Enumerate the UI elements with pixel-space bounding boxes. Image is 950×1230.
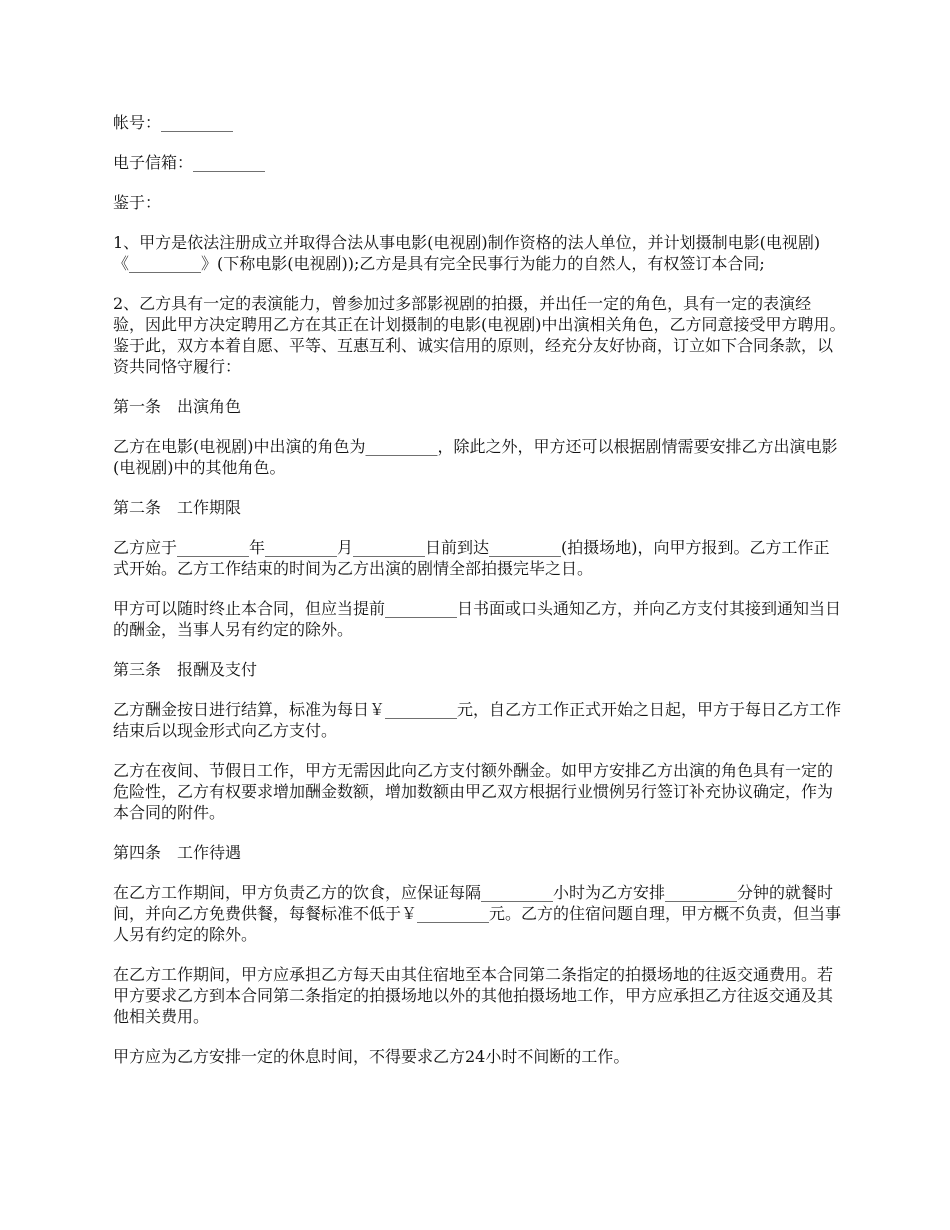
- article-3-body-2: 乙方在夜间、节假日工作，甲方无需因此向乙方支付额外酬金。如甲方安排乙方出演的角色具有一定的危险性，乙方有权要求增加酬金数额，增加数额由甲乙双方根据行业惯例另行签订补充协议确定，作为本合同的附件。: [113, 761, 834, 822]
- whereas-heading: 鉴于：: [113, 193, 162, 212]
- article-3-title: 第三条 报酬及支付: [113, 660, 258, 679]
- document-page: [113, 112, 870, 1086]
- article-3-body-1: 乙方酬金按日进行结算，标准为每日￥_________元，自乙方工作正式开始之日起，甲方于每日乙方工作结束后以现金形式向乙方支付。: [113, 700, 842, 740]
- whereas-clause-2: 2、乙方具有一定的表演能力，曾参加过多部影视剧的拍摄，并出任一定的角色，具有一定的表演经验，因此甲方决定聘用乙方在其正在计划摄制的电影(电视剧)中出演相关角色，乙方同意接受甲方聘用。 鉴于此，双方本着自愿、平等、互惠互利、诚实信用的原则，经充分友好协商，订立如下合同条款，以资共同恪守履行：: [113, 294, 870, 376]
- article-4-body-2: 在乙方工作期间，甲方应承担乙方每天由其住宿地至本合同第二条指定的拍摄场地的往返交通费用。若甲方要求乙方到本合同第二条指定的拍摄场地以外的其他拍摄场地工作，甲方应承担乙方往返交通及其他相关费用。: [113, 965, 834, 1026]
- article-4-body-3: 甲方应为乙方安排一定的休息时间，不得要求乙方24小时不间断的工作。: [113, 1047, 630, 1066]
- article-1-body: 乙方在电影(电视剧)中出演的角色为_________，除此之外，甲方还可以根据剧情需要安排乙方出演电影(电视剧)中的其他角色。: [113, 437, 838, 477]
- email-line: 电子信箱：_________: [113, 153, 266, 172]
- article-2-body-2: 甲方可以随时终止本合同，但应当提前_________日书面或口头通知乙方，并向乙方支付其接到通知当日的酬金，当事人另有约定的除外。: [113, 599, 842, 639]
- article-4-title: 第四条 工作待遇: [113, 843, 242, 862]
- account-line: 帐号：_________: [113, 113, 234, 132]
- whereas-clause-1: 1、甲方是依法注册成立并取得合法从事电影(电视剧)制作资格的法人单位，并计划摄制电影(电视剧)《_________》(下称电影(电视剧));乙方是具有完全民事行为能力的自然人，有权签订本合同;: [113, 233, 821, 273]
- article-2-body-1: 乙方应于_________年_________月_________日前到达_________(拍摄场地)，向甲方报到。乙方工作正式开始。乙方工作结束的时间为乙方出演的剧情全部拍摄完毕之日。: [113, 538, 830, 578]
- article-1-title: 第一条 出演角色: [113, 397, 242, 416]
- article-2-title: 第二条 工作期限: [113, 498, 242, 517]
- article-4-body-1: 在乙方工作期间，甲方负责乙方的饮食，应保证每隔_________小时为乙方安排_________分钟的就餐时间，并向乙方免费供餐，每餐标准不低于￥_________元。乙方的住宿问题自理，甲方概不负责，但当事人另有约定的除外。: [113, 883, 842, 944]
